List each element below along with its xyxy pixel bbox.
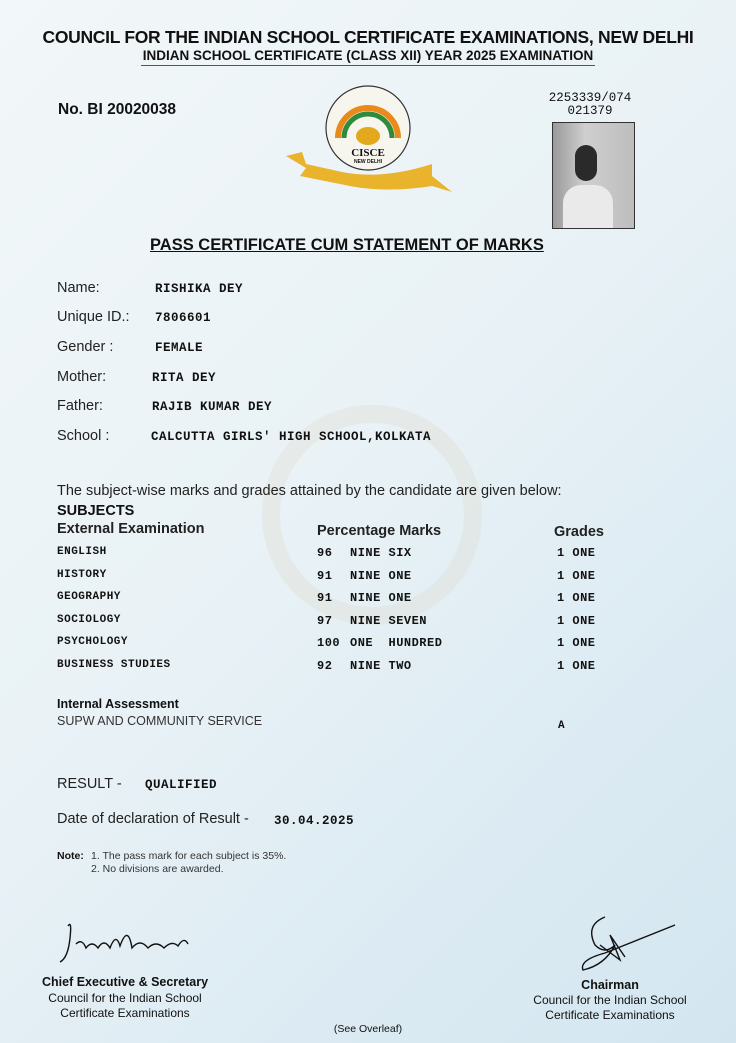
secretary-org: Certificate Examinations <box>60 1006 190 1020</box>
marks-in-words: NINE ONE <box>350 568 412 583</box>
secretary-title: Chief Executive & Secretary <box>42 975 209 989</box>
subject-name: BUSINESS STUDIES <box>57 659 171 671</box>
internal-heading: Internal Assessment <box>57 697 179 711</box>
marks-in-words: NINE ONE <box>350 591 412 606</box>
chairman-signature <box>575 915 685 980</box>
grades-header: Grades <box>554 524 604 540</box>
subjects-heading: SUBJECTS <box>57 503 135 519</box>
percentage-marks: 91 <box>317 591 333 606</box>
declaration-label: Date of declaration of Result - <box>57 811 249 827</box>
chairman-title: Chairman <box>581 978 639 992</box>
percentage-marks: 91 <box>317 568 333 583</box>
percentage-marks: 100 <box>317 636 341 651</box>
result-value: QUALIFIED <box>145 778 218 792</box>
cisce-logo <box>282 84 454 196</box>
field-value: 7806601 <box>155 311 212 325</box>
percentage-marks: 97 <box>317 613 333 628</box>
field-value: RAJIB KUMAR DEY <box>152 400 273 414</box>
field-value: RITA DEY <box>152 371 217 385</box>
marks-in-words: NINE TWO <box>350 659 412 673</box>
percentage-marks: 96 <box>317 546 333 560</box>
grade: 1 ONE <box>557 613 596 628</box>
secretary-org: Council for the Indian School <box>48 991 202 1005</box>
grade: 1 ONE <box>557 636 596 651</box>
result-label: RESULT - <box>57 776 122 792</box>
internal-subject: SUPW AND COMMUNITY SERVICE <box>57 714 263 728</box>
field-value: RISHIKA DEY <box>155 282 244 296</box>
subject-name: PSYCHOLOGY <box>57 636 129 649</box>
subject-name: GEOGRAPHY <box>57 591 121 604</box>
grade: 1 ONE <box>557 568 596 583</box>
exam-subtitle: INDIAN SCHOOL CERTIFICATE (CLASS XII) YEAR 2025 EXAMINATION <box>0 48 736 63</box>
reference-number: 2253339/074 021379 <box>548 91 632 118</box>
grade: 1 ONE <box>557 659 596 673</box>
grade: 1 ONE <box>557 546 596 560</box>
document-title: PASS CERTIFICATE CUM STATEMENT OF MARKS <box>150 236 544 254</box>
field-label: Gender : <box>57 339 114 355</box>
logo-text: CISCE <box>351 147 385 159</box>
external-heading: External Examination <box>57 521 205 537</box>
chairman-org: Council for the Indian School <box>533 993 687 1007</box>
candidate-photo <box>552 122 635 229</box>
field-label: Name: <box>57 280 100 296</box>
field-label: School : <box>57 428 110 444</box>
percentage-marks: 92 <box>317 659 333 673</box>
see-overleaf: (See Overleaf) <box>333 1023 403 1035</box>
marks-in-words: NINE SEVEN <box>350 613 428 628</box>
chairman-org: Certificate Examinations <box>545 1008 675 1022</box>
field-label: Father: <box>57 398 103 414</box>
field-label: Unique ID.: <box>57 309 130 325</box>
note-item: 2. No divisions are awarded. <box>91 863 224 875</box>
logo-subtext: NEW DELHI <box>353 159 383 165</box>
marks-in-words: ONE HUNDRED <box>350 636 443 651</box>
certificate-number: No. BI 20020038 <box>58 101 177 118</box>
field-label: Mother: <box>57 369 107 385</box>
marks-in-words: NINE SIX <box>350 546 412 560</box>
field-value: CALCUTTA GIRLS' HIGH SCHOOL,KOLKATA <box>151 430 432 444</box>
subject-name: SOCIOLOGY <box>57 613 121 626</box>
field-value: FEMALE <box>155 341 204 355</box>
note-item: 1. The pass mark for each subject is 35%. <box>91 850 287 862</box>
council-title: COUNCIL FOR THE INDIAN SCHOOL CERTIFICATE EXAMINATIONS, NEW DELHI <box>42 27 694 47</box>
grade: 1 ONE <box>557 591 596 606</box>
note-label: Note: <box>57 850 84 862</box>
intro-text: The subject-wise marks and grades attained by the candidate are given below: <box>57 483 562 499</box>
subject-name: HISTORY <box>57 568 107 581</box>
internal-grade: A <box>558 720 566 732</box>
marks-header: Percentage Marks <box>317 523 442 539</box>
subject-name: ENGLISH <box>57 546 107 558</box>
declaration-date: 30.04.2025 <box>274 814 355 828</box>
secretary-signature <box>58 918 198 973</box>
